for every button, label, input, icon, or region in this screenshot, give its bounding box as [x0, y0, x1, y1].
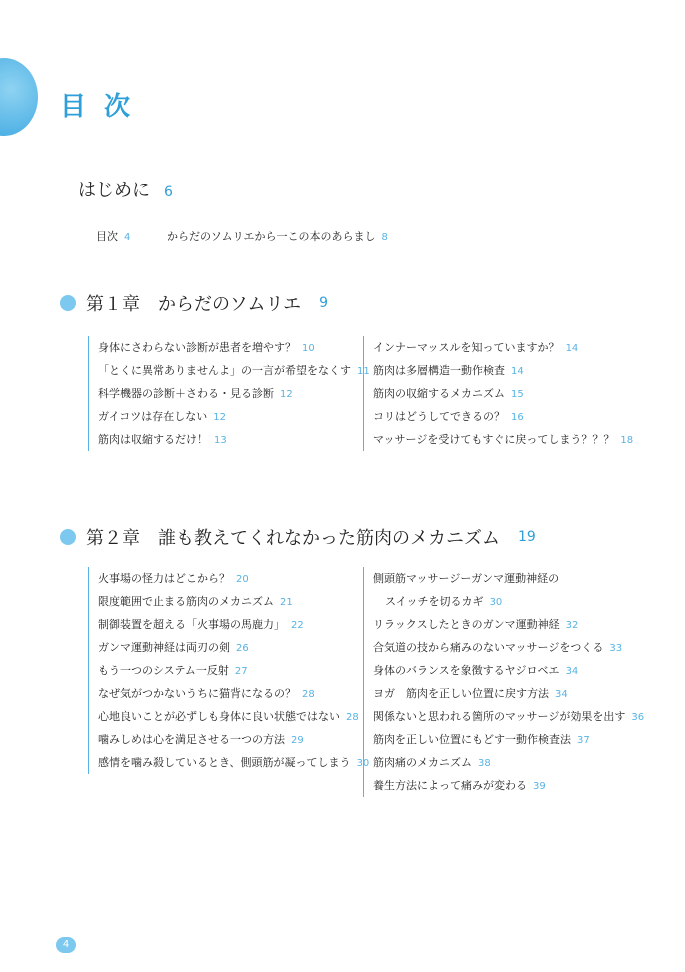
toc-entry[interactable]: [373, 613, 644, 636]
chapter-number: 第１章: [86, 294, 140, 315]
entry-page: 36: [631, 712, 645, 723]
entry-page: 39: [533, 781, 546, 792]
intro-item-label: 目次: [96, 230, 118, 243]
entry-label: 筋肉は多層構造一動作検査: [373, 364, 505, 377]
chapter-1-heading[interactable]: [60, 290, 328, 316]
toc-entry[interactable]: [98, 359, 370, 382]
entry-page: 28: [302, 689, 315, 700]
entry-label: 感情を噛み殺しているとき、側頭筋が凝ってしまう: [98, 756, 351, 769]
chapter-title: からだのソムリエ: [158, 294, 302, 315]
toc-entry[interactable]: [373, 336, 633, 359]
chapter-title: 誰も教えてくれなかった筋肉のメカニズム: [158, 528, 500, 549]
entry-label: 筋肉の収縮するメカニズム: [373, 387, 505, 400]
entry-label: 養生方法によって痛みが変わる: [373, 779, 527, 792]
intro-item-page: 8: [381, 232, 388, 243]
toc-entry[interactable]: [98, 382, 370, 405]
entry-label: インナーマッスルを知っていますか？: [373, 341, 560, 354]
toc-entry[interactable]: [98, 336, 370, 359]
entry-page: 14: [565, 343, 579, 354]
entry-page: 22: [291, 620, 304, 631]
entry-label: 制御装置を超える「火事場の馬鹿力」: [98, 618, 285, 631]
entry-page: 15: [511, 389, 524, 400]
chapter-2-right-column: [363, 567, 644, 797]
entry-page: 30: [356, 758, 370, 769]
entry-label: 筋肉は収縮するだけ！: [98, 433, 208, 446]
toc-entry[interactable]: [98, 613, 369, 636]
entry-page: 21: [280, 597, 293, 608]
entry-label: 「とくに異常ありませんよ」の一言が希望をなくす: [98, 364, 351, 377]
entry-label: 筋肉痛のメカニズム: [373, 756, 472, 769]
page-number-badge: 4: [56, 937, 76, 953]
chapter-bullet-icon: [60, 295, 76, 311]
entry-page: 32: [565, 620, 579, 631]
entry-label: 身体のバランスを象徴するヤジロベエ: [373, 664, 560, 677]
entry-label: リラックスしたときのガンマ運動神経: [373, 618, 560, 631]
intro-item-toc[interactable]: [96, 228, 130, 244]
entry-label: 側頭筋マッサージーガンマ運動神経の: [373, 572, 560, 585]
intro-page: 6: [164, 184, 173, 200]
entry-page: 37: [577, 735, 590, 746]
entry-label: 科学機器の診断＋さわる・見る診断: [98, 387, 274, 400]
entry-label: コリはどうしてできるの？: [373, 410, 505, 423]
entry-label: 合気道の技から痛みのないマッサージをつくる: [373, 641, 604, 654]
entry-page: 12: [213, 412, 226, 423]
entry-page: 34: [565, 666, 579, 677]
entry-label: マッサージを受けてもすぐに戻ってしまう？？？: [373, 433, 615, 446]
entry-page: 29: [291, 735, 304, 746]
toc-entry[interactable]: [98, 405, 370, 428]
entry-page: 16: [511, 412, 524, 423]
entry-page: 10: [302, 343, 315, 354]
chapter-1-left-column: [88, 336, 370, 451]
entry-label: なぜ気がつかないうちに猫背になるの？: [98, 687, 296, 700]
toc-entry[interactable]: [373, 751, 644, 774]
toc-entry[interactable]: [98, 751, 369, 774]
entry-page: 20: [236, 574, 249, 585]
intro-item-page: 4: [124, 232, 131, 243]
entry-page: 12: [280, 389, 293, 400]
intro-item-overview[interactable]: [167, 228, 388, 244]
entry-label: 心地良いことが必ずしも身体に良い状態ではない: [98, 710, 340, 723]
intro-heading[interactable]: [78, 176, 173, 202]
entry-label: 身体にさわらない診断が患者を増やす？: [98, 341, 296, 354]
chapter-page: 9: [319, 295, 329, 311]
entry-page: 34: [555, 689, 568, 700]
toc-entry[interactable]: [98, 705, 369, 728]
intro-title: はじめに: [78, 180, 150, 201]
toc-entry[interactable]: [98, 590, 369, 613]
entry-label: 関係ないと思われる箇所のマッサージが効果を出す: [373, 710, 626, 723]
toc-entry[interactable]: [373, 728, 644, 751]
entry-label: 火事場の怪力はどこから？: [98, 572, 230, 585]
entry-page: 38: [478, 758, 491, 769]
toc-entry[interactable]: [373, 359, 633, 382]
page-title: 目次: [60, 92, 149, 122]
entry-page: 33: [609, 643, 623, 654]
entry-label: スイッチを切るカギ: [385, 595, 484, 608]
toc-entry[interactable]: [373, 636, 644, 659]
toc-entry[interactable]: [373, 659, 644, 682]
entry-page: 14: [511, 366, 524, 377]
toc-entry[interactable]: [373, 774, 644, 797]
toc-entry[interactable]: [373, 682, 644, 705]
entry-label: ガンマ運動神経は両刃の剣: [98, 641, 230, 654]
toc-entry[interactable]: [98, 567, 369, 590]
entry-label: ガイコツは存在しない: [98, 410, 208, 423]
entry-label: 限度範囲で止まる筋肉のメカニズム: [98, 595, 274, 608]
entry-page: 13: [214, 435, 227, 446]
entry-page: 11: [357, 366, 370, 377]
toc-entry[interactable]: [98, 728, 369, 751]
corner-decoration: [0, 58, 38, 136]
toc-entry[interactable]: [373, 428, 633, 451]
entry-label: 噛みしめは心を満足させる一つの方法: [98, 733, 285, 746]
entry-label: もう一つのシステム一反射: [98, 664, 229, 677]
entry-page: 26: [236, 643, 249, 654]
entry-page: 27: [234, 666, 248, 677]
toc-entry[interactable]: [98, 659, 369, 682]
toc-entry[interactable]: [373, 705, 644, 728]
toc-entry[interactable]: [373, 405, 633, 428]
toc-entry[interactable]: [373, 590, 644, 613]
chapter-2-heading[interactable]: [60, 524, 536, 550]
intro-item-label: からだのソムリエから一この本のあらまし: [167, 230, 376, 243]
entry-label: 筋肉を正しい位置にもどす一動作検査法: [373, 733, 571, 746]
chapter-number: 第２章: [86, 528, 140, 549]
toc-entry[interactable]: [98, 682, 369, 705]
toc-entry[interactable]: [373, 567, 644, 590]
entry-label: ヨガ 筋肉を正しい位置に戻す方法: [373, 687, 549, 700]
entry-page: 28: [346, 712, 359, 723]
toc-entry[interactable]: [373, 382, 633, 405]
entry-page: 18: [620, 435, 634, 446]
chapter-page: 19: [518, 529, 536, 545]
toc-entry[interactable]: [98, 636, 369, 659]
chapter-1-right-column: [363, 336, 633, 451]
chapter-2-left-column: [88, 567, 369, 774]
chapter-bullet-icon: [60, 529, 76, 545]
toc-entry[interactable]: [98, 428, 370, 451]
entry-page: 30: [489, 597, 503, 608]
